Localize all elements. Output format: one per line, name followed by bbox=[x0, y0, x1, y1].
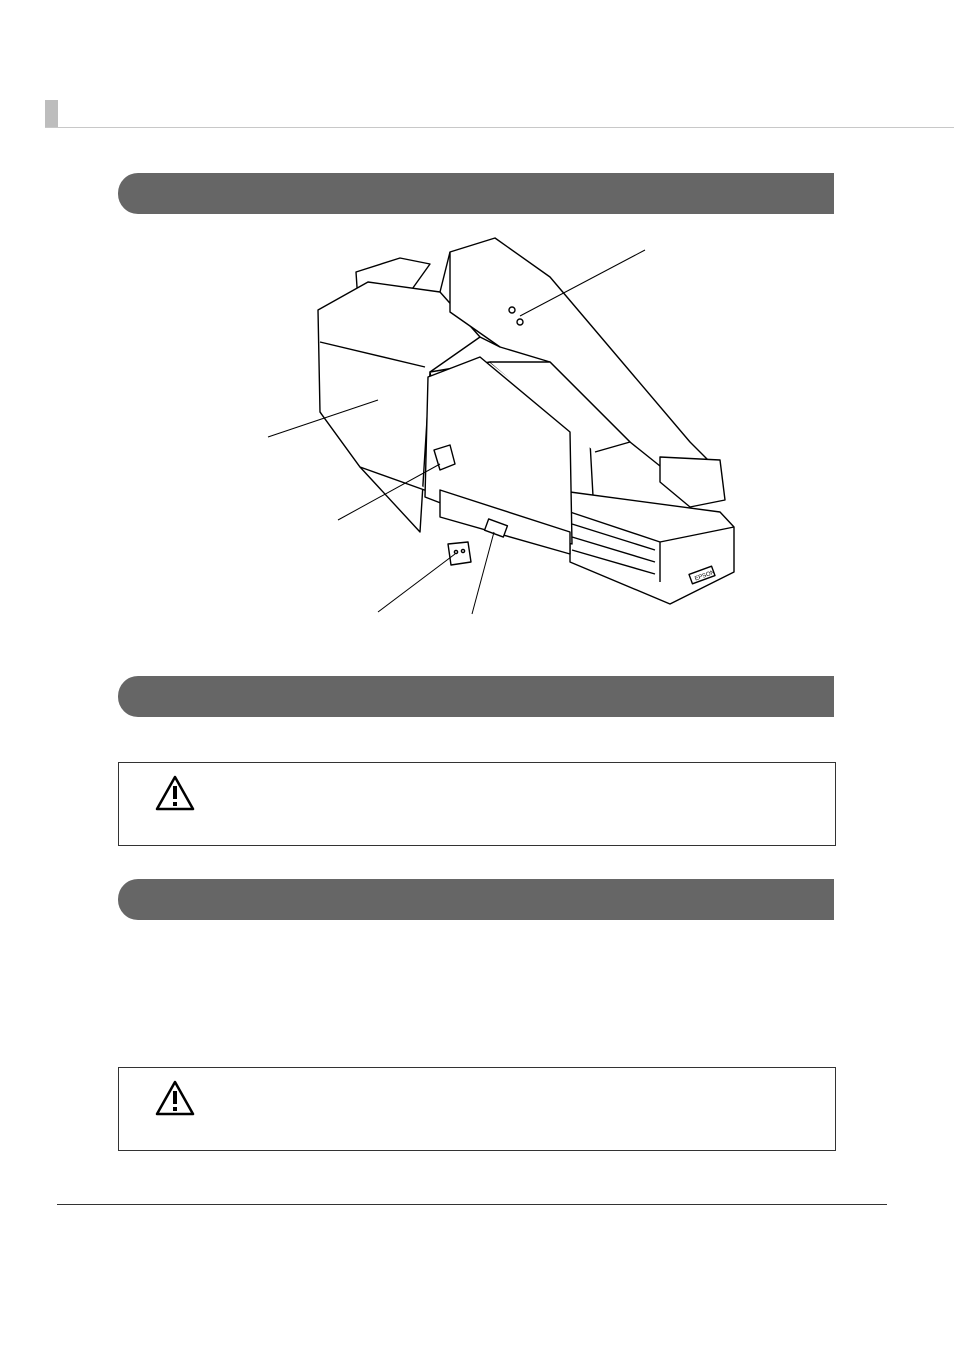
caution-box-1 bbox=[118, 762, 836, 846]
footer-rule bbox=[57, 1204, 887, 1205]
device-illustration bbox=[250, 232, 770, 622]
epson-logo: EPSON bbox=[694, 569, 716, 583]
section-bar-2 bbox=[118, 676, 834, 717]
section-bar-3 bbox=[118, 879, 834, 920]
section-bar-1 bbox=[118, 173, 834, 214]
warning-triangle-icon bbox=[155, 775, 195, 811]
chapter-tab bbox=[45, 100, 58, 128]
header-rule bbox=[45, 127, 954, 128]
caution-box-2 bbox=[118, 1067, 836, 1151]
warning-triangle-icon bbox=[155, 1080, 195, 1116]
